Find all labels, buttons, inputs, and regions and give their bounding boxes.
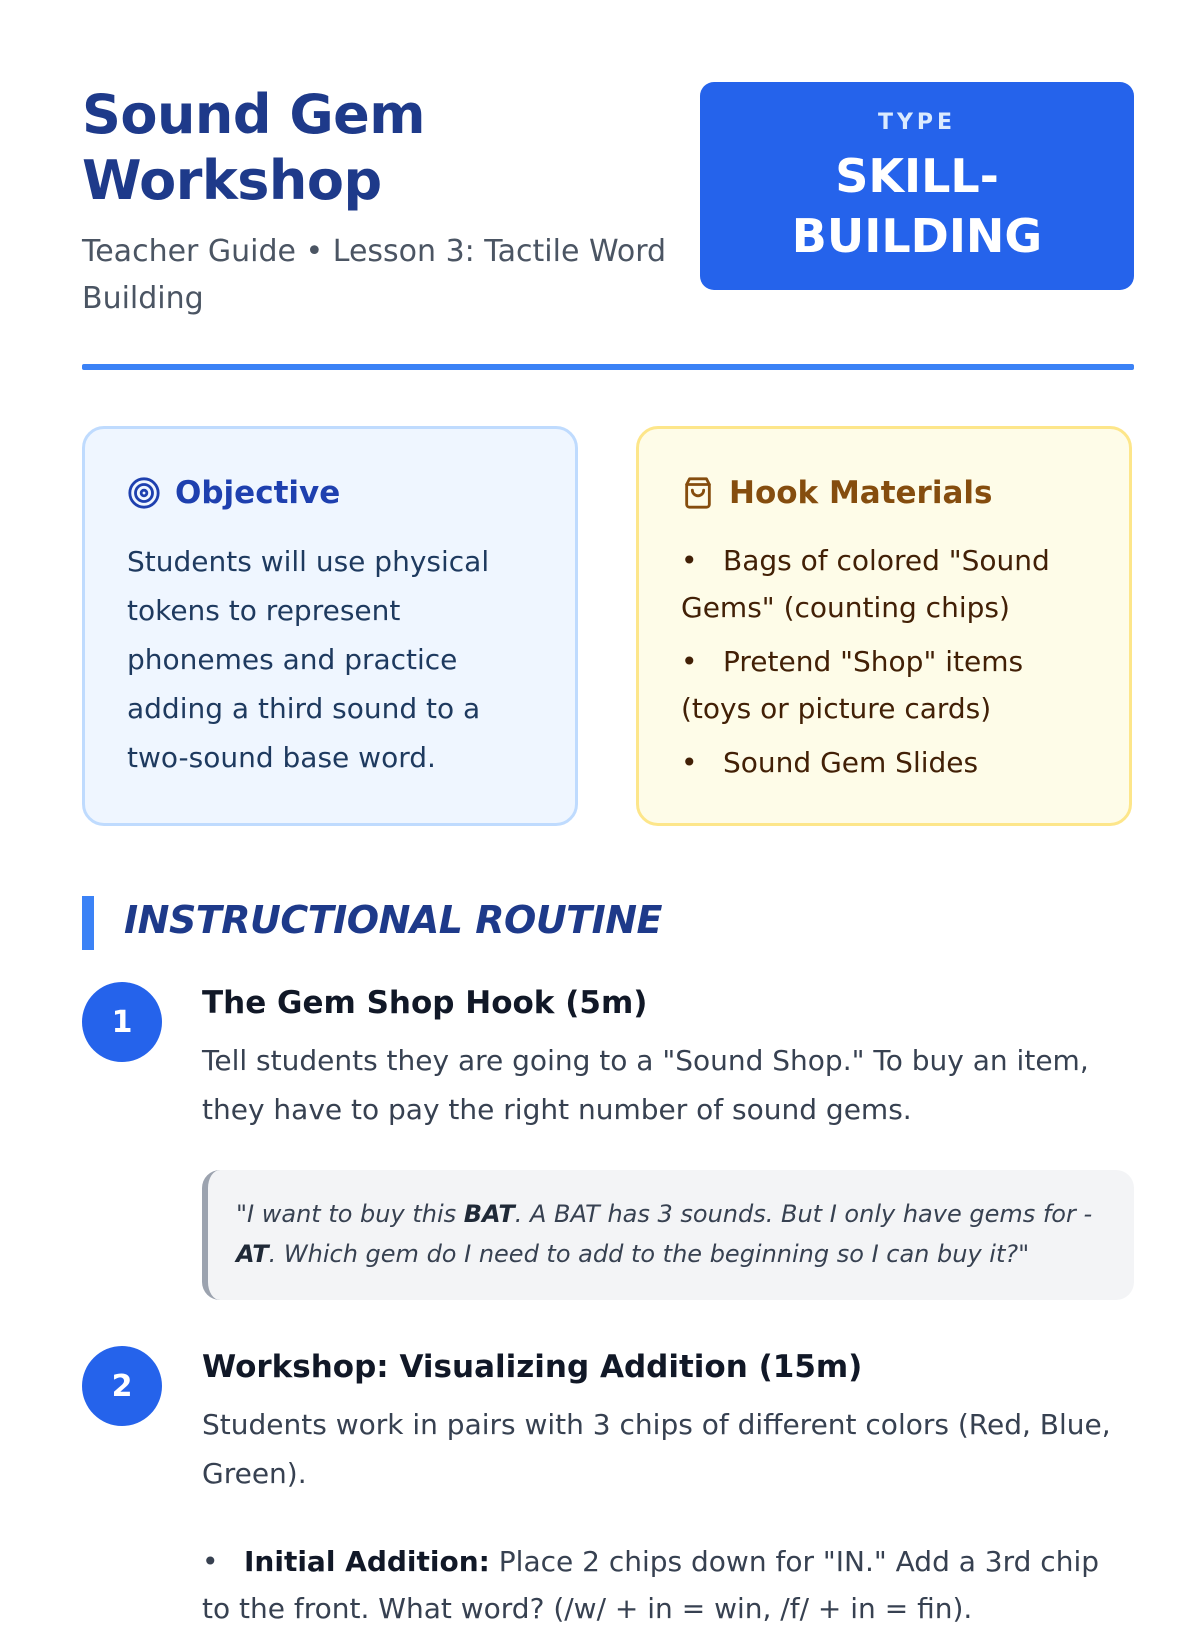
hook-materials-card [636, 426, 1132, 826]
routine-heading-text: INSTRUCTIONAL ROUTINE [124, 898, 662, 942]
step-title: The Gem Shop Hook (5m) [202, 985, 648, 1021]
step-title: Workshop: Visualizing Addition (15m) [202, 1349, 863, 1385]
shopping-bag-icon [681, 476, 715, 510]
objective-card [82, 426, 578, 826]
step-description: Students work in pairs with 3 chips of different colors (Red, Blue, Green). [202, 1408, 1111, 1490]
hook-materials-list [681, 537, 1087, 786]
step-bullets [202, 1538, 1134, 1632]
section-accent-bar [82, 896, 94, 950]
step-number-badge: 1 [82, 982, 162, 1062]
target-icon [127, 476, 161, 510]
header-divider [82, 364, 1134, 370]
teacher-script-quote: "I want to buy this BAT. A BAT has 3 sounds. But I only have gems for -AT. Which gem do I need to add to the beginning so I can buy it?" [202, 1170, 1134, 1300]
type-label: TYPE [877, 110, 957, 135]
list-item: • Bags of colored "Sound Gems" (counting chips) [681, 544, 1050, 624]
page-subtitle: Teacher Guide • Lesson 3: Tactile Word Building [82, 234, 667, 316]
routine-heading [82, 896, 1134, 950]
objective-text: Students will use physical tokens to represent phonemes and practice adding a third sound to a two-sound base word. [127, 545, 490, 774]
list-item: • Pretend "Shop" items (toys or picture cards) [681, 645, 1024, 725]
objective-title: Objective [175, 475, 341, 511]
type-badge [700, 82, 1134, 290]
page-title: Sound Gem Workshop [82, 83, 426, 212]
type-value: SKILL-BUILDING [791, 149, 1043, 263]
step-description: Tell students they are going to a "Sound Shop." To buy an item, they have to pay the right number of sound gems. [202, 1044, 1089, 1126]
list-item: • Initial Addition: Place 2 chips down for "IN." Add a 3rd chip to the front. What word? (/w/ + in = win, /f/ + in = fin). [202, 1545, 1099, 1625]
hook-materials-title: Hook Materials [729, 475, 993, 511]
guide-header [82, 78, 1134, 328]
step-number-badge: 2 [82, 1346, 162, 1426]
list-item: • Sound Gem Slides [681, 746, 979, 779]
